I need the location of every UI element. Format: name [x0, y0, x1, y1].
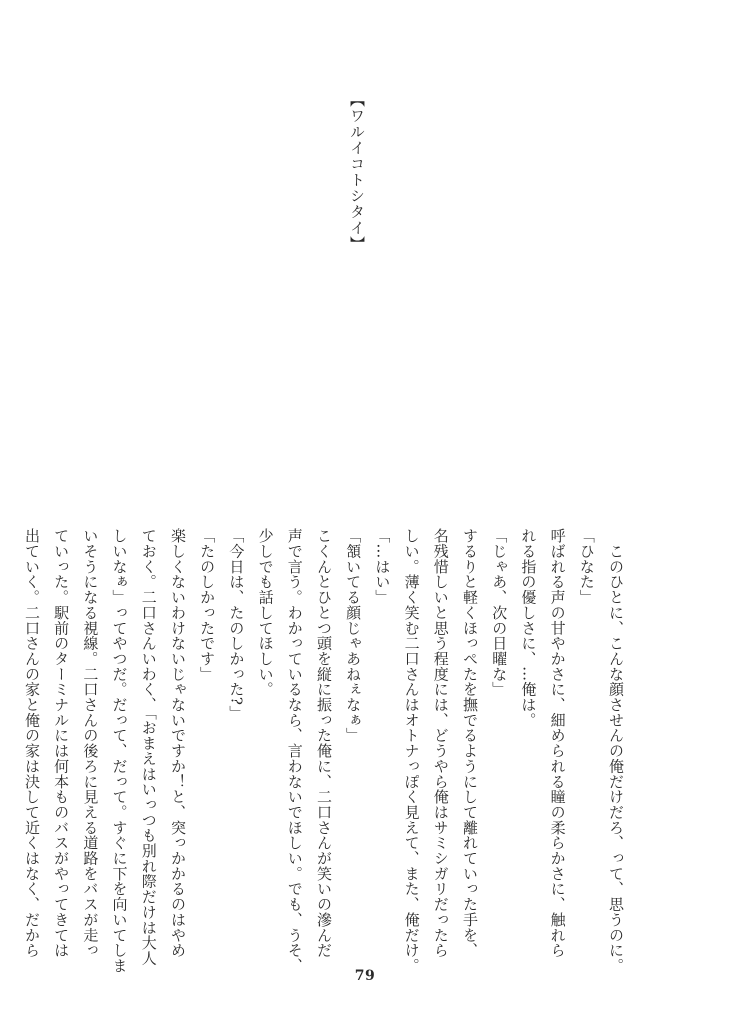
text-line: このひとに、こんな顔させんの俺だけだろ、って、思うのに。: [607, 528, 625, 974]
text-line: 少しでも話してほしい。: [256, 528, 275, 697]
text-line: いそうになる視線。二口さんの後ろに見える道路をバスが走っ: [81, 528, 100, 958]
chapter-heading: 【ワルイコトシタイ】: [348, 92, 366, 252]
text-line: しい。薄く笑む二口さんはオトナっぽく見えて、また、俺だけ。: [402, 528, 421, 974]
text-line: ていった。駅前のターミナルには何本ものバスがやってきては: [52, 528, 71, 958]
text-line: 「今日は、たのしかった?」: [227, 528, 246, 721]
text-line: するりと軽くほっぺたを撫でるようにして離れていった手を、: [460, 528, 479, 958]
text-line: 「じゃあ、次の日曜な」: [490, 528, 509, 697]
text-line: 「頷いてる顔じゃあねぇなぁ」: [344, 528, 363, 743]
text-line: れる指の優しさに、…俺は。: [519, 528, 538, 728]
text-line: 声で言う。わかっているなら、言わないでほしい。でも、うそ、: [285, 528, 304, 974]
text-line: 「たのしかったです」: [198, 528, 217, 682]
body-text: [22, 528, 630, 974]
text-line: 「…はい」: [373, 528, 392, 605]
page-number: 79: [354, 968, 376, 984]
text-line: ておく。二口さんいわく、「おまえはいっつも別れ際だけは大人: [139, 528, 158, 966]
text-line: 出ていく。二口さんの家と俺の家は決して近くはなく、だから: [22, 528, 41, 958]
text-line: 楽しくないわけないじゃないですか！と、突っかかるのはやめ: [168, 528, 187, 958]
text-line: しいなぁ」ってやつだ。だって、だって。すぐに下を向いてしま: [110, 528, 129, 974]
text-line: 「ひなた」: [577, 528, 596, 605]
text-line: 名残惜しいと思う程度には、どうやら俺はサミシガリだったら: [431, 528, 450, 958]
text-line: こくんとひとつ頭を縦に振った俺に、二口さんが笑いの滲んだ: [314, 528, 333, 958]
text-line: 呼ばれる声の甘やかさに、細められる瞳の柔らかさに、触れら: [548, 528, 567, 958]
